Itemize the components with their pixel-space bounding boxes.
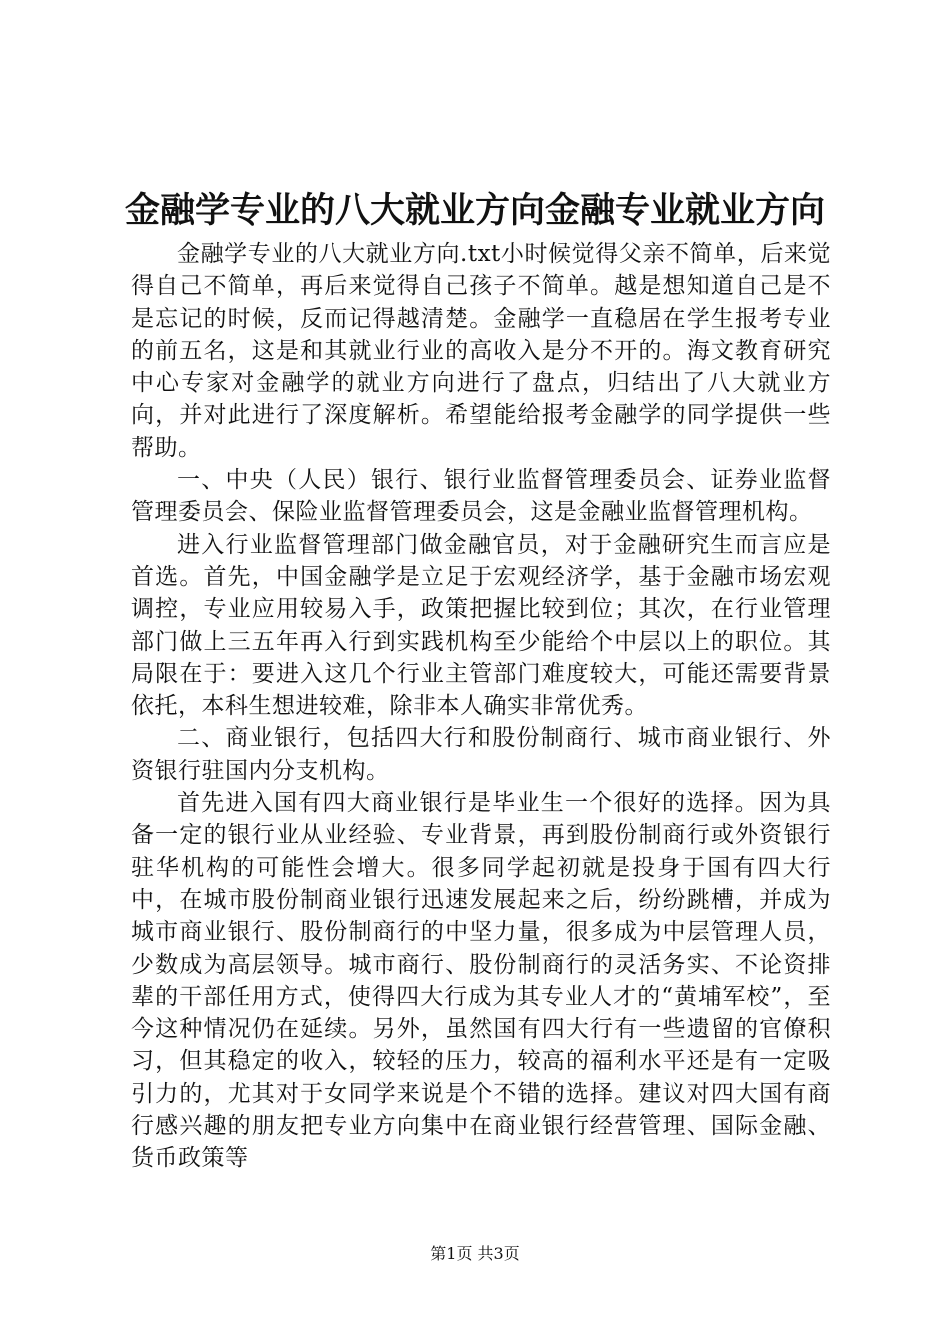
paragraph-section-2-body: 首先进入国有四大商业银行是毕业生一个很好的选择。因为具备一定的银行业从业经验、专业背景，再到股份制商行或外资银行驻华机构的可能性会增大。很多同学起初就是投身于国有四大行中，在城市股份制商业银行迅速发展起来之后，纷纷跳槽，并成为城市商业银行、股份制商行的中坚力量，很多成为中层管理人员，少数成为高层领导。城市商行、股份制商行的灵活务实、不论资排辈的干部任用方式，使得四大行成为其专业人才的“黄埔军校”，至今这种情况仍在延续。另外，虽然国有四大行有一些遗留的官僚积习，但其稳定的收入，较轻的压力，较高的福利水平还是有一定吸引力的，尤其对于女同学来说是个不错的选择。建议对四大国有商行感兴趣的朋友把专业方向集中在商业银行经营管理、国际金融、货币政策等 xyxy=(131,790,831,1172)
paragraph-section-1-body: 进入行业监督管理部门做金融官员，对于金融研究生而言应是首选。首先，中国金融学是立足于宏观经济学，基于金融市场宏观调控，专业应用较易入手，政策把握比较到位；其次，在行业管理部门做上三五年再入行到实践机构至少能给个中层以上的职位。其局限在于：要进入这几个行业主管部门难度较大，可能还需要背景依托，本科生想进较难，除非本人确实非常优秀。 xyxy=(131,531,831,720)
paragraph-section-1-heading: 一、中央（人民）银行、银行业监督管理委员会、证券业监督管理委员会、保险业监督管理委员会，这是金融业监督管理机构。 xyxy=(131,467,831,526)
document-title: 金融学专业的八大就业方向金融专业就业方向 xyxy=(124,190,825,231)
document-body xyxy=(131,238,831,1175)
page-footer: 第1页 共3页 xyxy=(430,1244,520,1263)
paragraph-intro: 金融学专业的八大就业方向.txt小时候觉得父亲不简单，后来觉得自己不简单，再后来觉得自己孩子不简单。越是想知道自己是不是忘记的时候，反而记得越清楚。金融学一直稳居在学生报考专业的前五名，这是和其就业行业的高收入是分不开的。海文教育研究中心专家对金融学的就业方向进行了盘点，归结出了八大就业方向，并对此进行了深度解析。希望能给报考金融学的同学提供一些帮助。 xyxy=(131,241,831,461)
paragraph-section-2-heading: 二、商业银行，包括四大行和股份制商行、城市商业银行、外资银行驻国内分支机构。 xyxy=(131,725,831,784)
